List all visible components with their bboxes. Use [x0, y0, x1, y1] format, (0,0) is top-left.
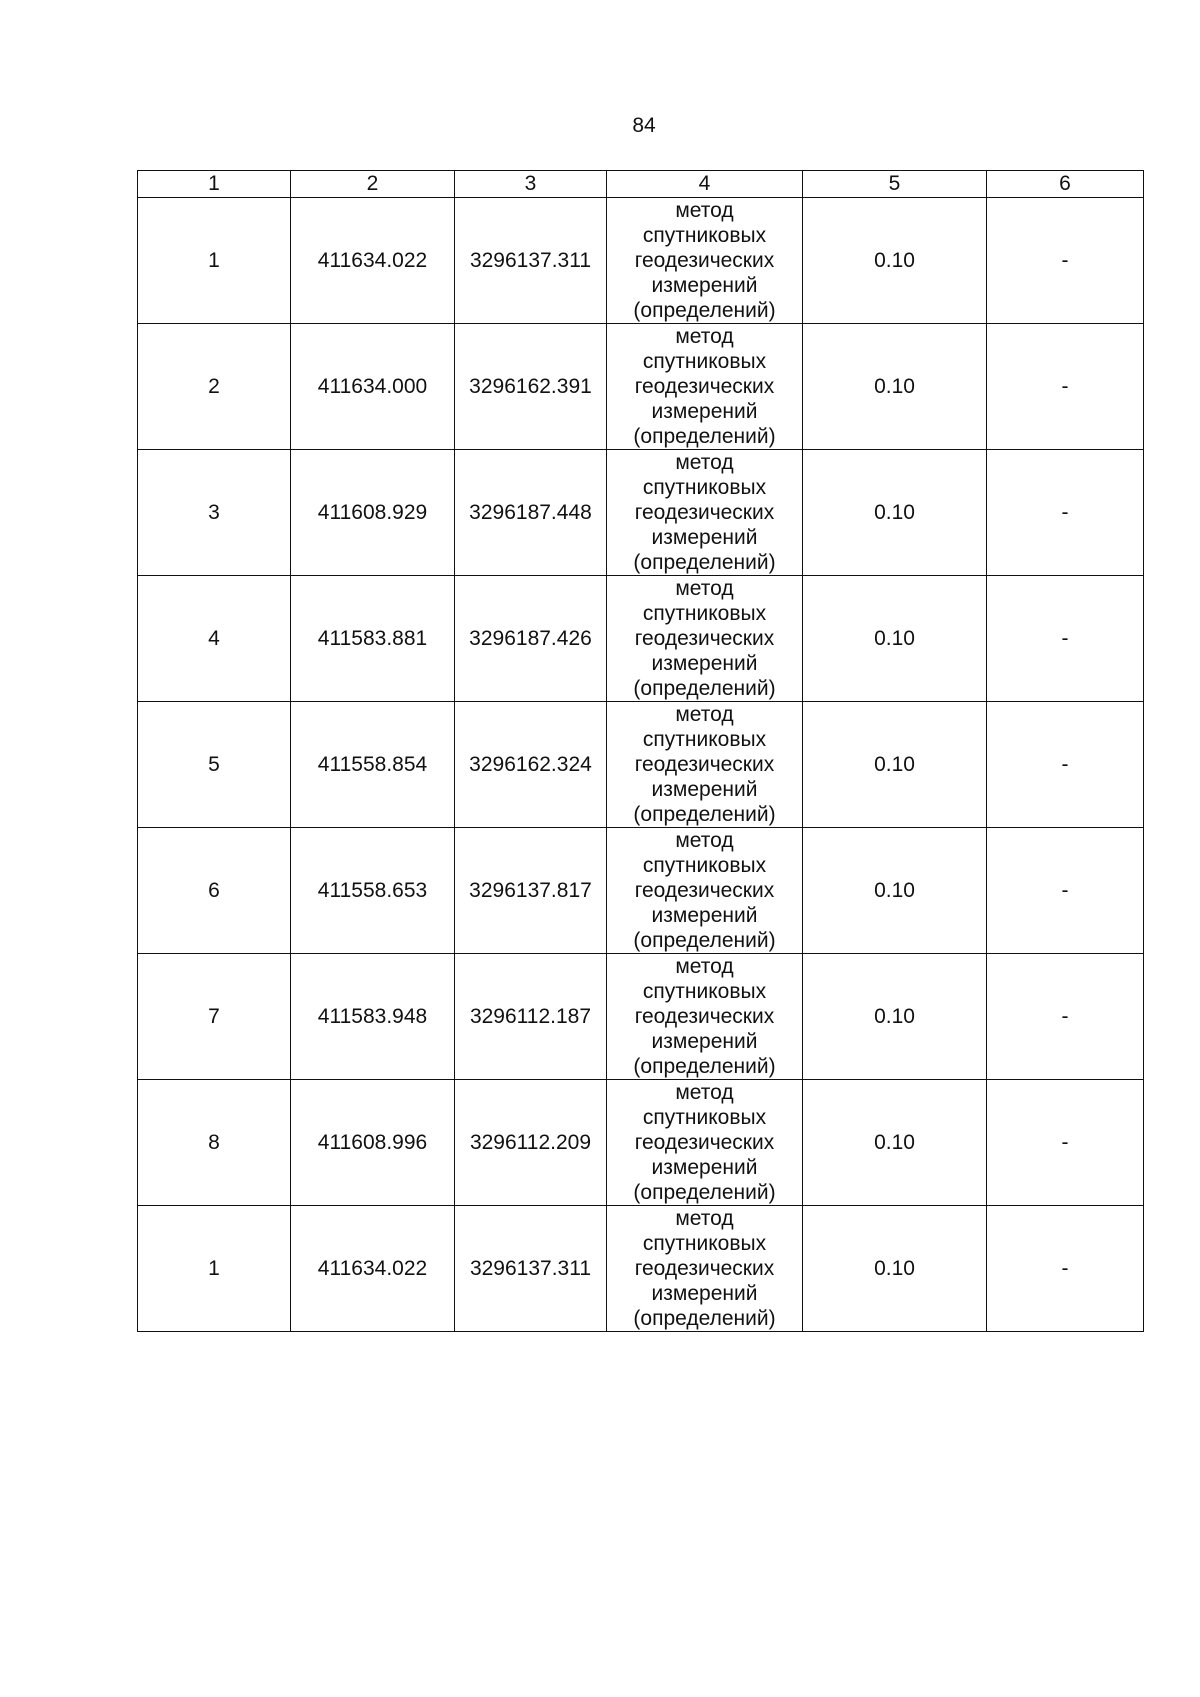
table-row: [138, 702, 1144, 828]
cell-description: -: [987, 702, 1144, 828]
cell-method: метод спутниковых геодезических измерений (определений): [607, 1080, 803, 1206]
cell-y-coordinate: 3296137.817: [455, 828, 607, 954]
cell-x-coordinate: 411558.854: [291, 702, 455, 828]
cell-accuracy: 0.10: [803, 954, 987, 1080]
cell-method: метод спутниковых геодезических измерений (определений): [607, 576, 803, 702]
column-header-3: 3: [455, 171, 607, 198]
cell-y-coordinate: 3296187.448: [455, 450, 607, 576]
cell-x-coordinate: 411583.948: [291, 954, 455, 1080]
cell-method: метод спутниковых геодезических измерений (определений): [607, 828, 803, 954]
cell-point-number: 1: [138, 1206, 291, 1332]
column-header-6: 6: [987, 171, 1144, 198]
cell-y-coordinate: 3296162.391: [455, 324, 607, 450]
cell-accuracy: 0.10: [803, 198, 987, 324]
cell-y-coordinate: 3296112.209: [455, 1080, 607, 1206]
cell-x-coordinate: 411608.929: [291, 450, 455, 576]
column-header-4: 4: [607, 171, 803, 198]
cell-accuracy: 0.10: [803, 324, 987, 450]
cell-description: -: [987, 576, 1144, 702]
page-number: 84: [632, 114, 656, 137]
table-header-row: [138, 171, 1144, 198]
cell-description: -: [987, 1080, 1144, 1206]
table-row: [138, 1080, 1144, 1206]
cell-y-coordinate: 3296137.311: [455, 1206, 607, 1332]
cell-method: метод спутниковых геодезических измерений (определений): [607, 324, 803, 450]
table-row: [138, 828, 1144, 954]
cell-y-coordinate: 3296162.324: [455, 702, 607, 828]
column-header-5: 5: [803, 171, 987, 198]
cell-method: метод спутниковых геодезических измерений (определений): [607, 450, 803, 576]
table-row: [138, 198, 1144, 324]
cell-y-coordinate: 3296137.311: [455, 198, 607, 324]
cell-x-coordinate: 411634.000: [291, 324, 455, 450]
cell-y-coordinate: 3296187.426: [455, 576, 607, 702]
coordinates-table: [137, 170, 1144, 1332]
cell-point-number: 3: [138, 450, 291, 576]
cell-description: -: [987, 324, 1144, 450]
cell-accuracy: 0.10: [803, 450, 987, 576]
table-row: [138, 450, 1144, 576]
cell-point-number: 8: [138, 1080, 291, 1206]
cell-description: -: [987, 198, 1144, 324]
cell-accuracy: 0.10: [803, 1080, 987, 1206]
cell-x-coordinate: 411634.022: [291, 198, 455, 324]
cell-x-coordinate: 411583.881: [291, 576, 455, 702]
cell-x-coordinate: 411608.996: [291, 1080, 455, 1206]
cell-accuracy: 0.10: [803, 576, 987, 702]
cell-method: метод спутниковых геодезических измерений (определений): [607, 198, 803, 324]
table-row: [138, 576, 1144, 702]
cell-y-coordinate: 3296112.187: [455, 954, 607, 1080]
cell-x-coordinate: 411634.022: [291, 1206, 455, 1332]
cell-point-number: 1: [138, 198, 291, 324]
cell-method: метод спутниковых геодезических измерений (определений): [607, 1206, 803, 1332]
cell-point-number: 7: [138, 954, 291, 1080]
table-row: [138, 954, 1144, 1080]
column-header-1: 1: [138, 171, 291, 198]
cell-point-number: 4: [138, 576, 291, 702]
cell-method: метод спутниковых геодезических измерений (определений): [607, 954, 803, 1080]
cell-accuracy: 0.10: [803, 828, 987, 954]
table-row: [138, 324, 1144, 450]
cell-description: -: [987, 828, 1144, 954]
cell-point-number: 5: [138, 702, 291, 828]
cell-x-coordinate: 411558.653: [291, 828, 455, 954]
cell-description: -: [987, 450, 1144, 576]
cell-method: метод спутниковых геодезических измерений (определений): [607, 702, 803, 828]
cell-point-number: 2: [138, 324, 291, 450]
cell-accuracy: 0.10: [803, 1206, 987, 1332]
table-row: [138, 1206, 1144, 1332]
cell-accuracy: 0.10: [803, 702, 987, 828]
cell-description: -: [987, 954, 1144, 1080]
cell-description: -: [987, 1206, 1144, 1332]
cell-point-number: 6: [138, 828, 291, 954]
column-header-2: 2: [291, 171, 455, 198]
